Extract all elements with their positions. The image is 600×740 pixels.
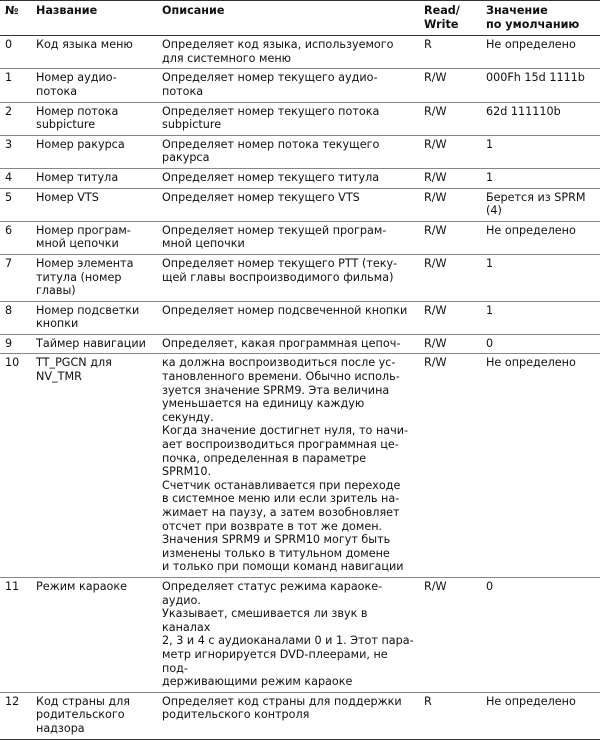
row-description: Определяет код страны для поддержки родительского контроля [157,692,419,739]
header-num: № [0,1,31,36]
row-read-write: R/W [419,577,481,692]
row-default-value: Не определено [481,221,600,254]
table-row [0,354,600,578]
table-row [0,188,600,221]
row-default-value: Не определено [481,36,600,69]
row-default-value: Берется из SPRM (4) [481,188,600,221]
row-name: Код страны для родительского надзора [31,692,157,739]
row-default-value: Не определено [481,692,600,739]
row-name: Номер програм- мной цепочки [31,221,157,254]
row-default-value: 000Fh 15d 1111b [481,69,600,102]
row-name: Номер VTS [31,188,157,221]
row-read-write: R/W [419,354,481,578]
row-read-write: R/W [419,69,481,102]
row-read-write: R [419,692,481,739]
table-row [0,102,600,135]
table-row [0,221,600,254]
row-read-write: R/W [419,254,481,301]
row-num: 3 [0,135,31,168]
row-num: 10 [0,354,31,578]
row-read-write: R/W [419,334,481,354]
row-name: Таймер навигации [31,334,157,354]
row-description: Определяет номер текущего PTT (теку- щей главы воспроизводимого фильма) [157,254,419,301]
table-row [0,168,600,188]
row-num: 4 [0,168,31,188]
table-row [0,692,600,739]
row-description: Определяет номер текущего титула [157,168,419,188]
row-default-value: 1 [481,254,600,301]
table-row [0,254,600,301]
row-read-write: R/W [419,221,481,254]
row-name: Код языка меню [31,36,157,69]
row-num: 9 [0,334,31,354]
row-description: Определяет статус режима караоке-аудио. Указывает, смешивается ли звук в каналах 2, 3 и 4 с аудиоканалами 0 и 1. Этот пара- метр игнорируется DVD-плеерами, не под- держивающими режим караоке [157,577,419,692]
row-num: 1 [0,69,31,102]
row-name: Номер элемента титула (номер главы) [31,254,157,301]
table-row [0,69,600,102]
row-description: Определяет номер текущего аудио- потока [157,69,419,102]
header-name: Название [31,1,157,36]
row-read-write: R/W [419,301,481,334]
row-name: Номер потока subpicture [31,102,157,135]
row-default-value: 0 [481,334,600,354]
row-default-value: Не определено [481,354,600,578]
row-description: Определяет номер потока текущего ракурса [157,135,419,168]
table-row [0,36,600,69]
row-description: Определяет номер подсвеченной кнопки [157,301,419,334]
table-header-row [0,1,600,36]
row-read-write: R/W [419,168,481,188]
row-num: 6 [0,221,31,254]
table-row [0,334,600,354]
table-row [0,135,600,168]
row-description: Определяет, какая программная цепоч- [157,334,419,354]
row-num: 8 [0,301,31,334]
header-default-value: Значение по умолчанию [481,1,600,36]
row-read-write: R/W [419,135,481,168]
row-description: Определяет номер текущего потока subpicture [157,102,419,135]
table-row [0,301,600,334]
row-description: Определяет код языка, используемого для системного меню [157,36,419,69]
row-num: 0 [0,36,31,69]
row-name: Номер ракурса [31,135,157,168]
row-default-value: 1 [481,168,600,188]
row-read-write: R [419,36,481,69]
row-num: 11 [0,577,31,692]
row-num: 12 [0,692,31,739]
row-num: 5 [0,188,31,221]
row-name: Номер аудио- потока [31,69,157,102]
row-description: ка должна воспроизводиться после ус- тановленного времени. Обычно исполь- зуется значение SPRM9. Эта величина уменьшается на единицу каждую секунду. Когда значение достигнет нуля, то начи- ает воспроизводиться программная це- почка, определенная в параметре SPRM10. Счетчик останавливается при переходе в системное меню или если зритель на- жимает на паузу, а затем возобновляет отсчет при возврате в тот же домен. Значения SPRM9 и SPRM10 могут быть изменены только в титульном домене и только при помощи команд навигации [157,354,419,578]
header-description: Описание [157,1,419,36]
row-name: Номер титула [31,168,157,188]
header-read-write: Read/ Write [419,1,481,36]
row-name: TT_PGCN для NV_TMR [31,354,157,578]
row-read-write: R/W [419,102,481,135]
row-default-value: 62d 111110b [481,102,600,135]
row-description: Определяет номер текущего VTS [157,188,419,221]
row-name: Номер подсветки кнопки [31,301,157,334]
row-num: 7 [0,254,31,301]
row-description: Определяет номер текущей програм- мной цепочки [157,221,419,254]
row-name: Режим караоке [31,577,157,692]
row-read-write: R/W [419,188,481,221]
row-num: 2 [0,102,31,135]
row-default-value: 1 [481,135,600,168]
row-default-value: 0 [481,577,600,692]
table-row [0,577,600,692]
row-default-value: 1 [481,301,600,334]
